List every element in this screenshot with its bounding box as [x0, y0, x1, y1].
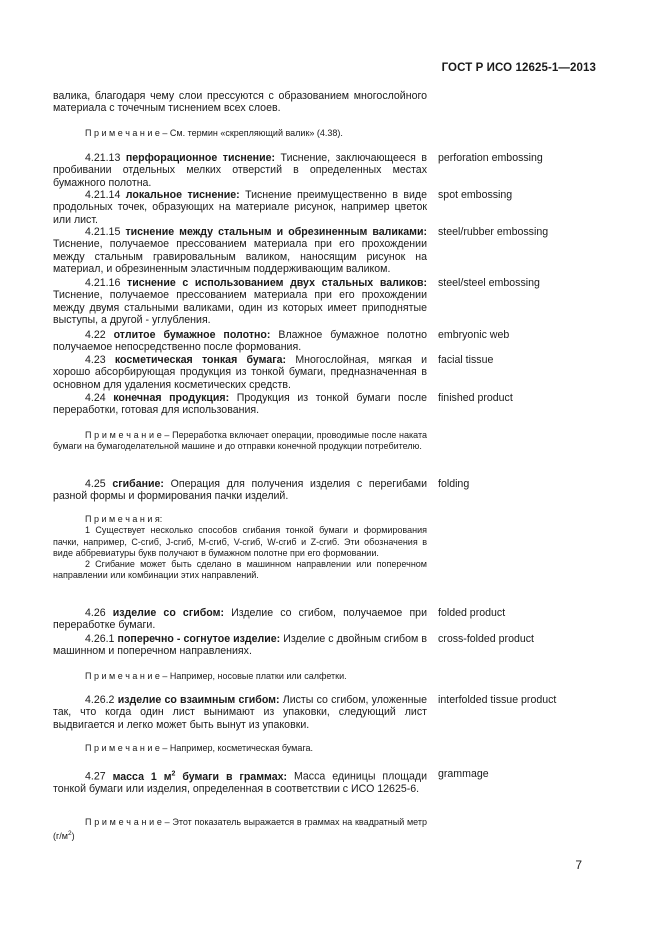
english-term: facial tissue [438, 354, 494, 366]
term-4-21-14: 4.21.14 локальное тиснение: Тиснение преимущественно в виде продольных точек, образующих на материале рисунок, например цветок или лист. [53, 189, 427, 226]
term-title: сгибание: [112, 478, 164, 490]
term-title: тиснение между стальным и обрезиненным валиками: [125, 226, 427, 238]
term-title: локальное тиснение: [125, 189, 240, 201]
continuation-paragraph: валика, благодаря чему слои прессуются с образованием многослойного материала с точечным тиснением всех слоев. [53, 90, 427, 115]
term-4-27: 4.27 масса 1 $м^2$ бумаги в граммах: Масса единицы площади тонкой бумаги или изделия, определенная в соответствии с ИСО 12625-6. [53, 770, 427, 795]
term-title: конечная продукция: [113, 392, 230, 404]
term-title: поперечно - согнутое изделие: [117, 633, 281, 645]
term-4-24: 4.24 конечная продукция: Продукция из тонкой бумаги после переработки, готовая для использования. [53, 392, 427, 417]
term-title: тиснение с использованием двух стальных валиков: [127, 277, 427, 289]
term-4-26-1: 4.26.1 поперечно - согнутое изделие: Изделие с двойным сгибом в машинном и поперечном направлениях. [53, 633, 427, 658]
english-term: spot embossing [438, 189, 513, 201]
english-term: steel/steel embossing [438, 277, 540, 289]
term-4-21-15: 4.21.15 тиснение между стальным и обрезиненным валиками: Тиснение, получаемое прессованием материала при его прохождении между стальным гравировальным валиком, наносящим рисунок на материал, и обрезиненным эластичным поддерживающим валиком. [53, 226, 427, 275]
english-term: cross-folded product [438, 633, 534, 645]
note-grammage: П р и м е ч а н и е – Этот показатель выражается в граммах на квадратный метр $(г/м^2)$ [53, 817, 427, 842]
note-processing: П р и м е ч а н и е – Переработка включает операции, проводимые после наката бумаги на бумагоделательной машине и до отправки конечной продукции потребителю. [53, 430, 428, 452]
english-term: embryonic web [438, 329, 510, 341]
english-term: steel/rubber embossing [438, 226, 549, 238]
term-title: масса 1 $м^2$ бумаги в граммах: [112, 770, 288, 783]
term-4-26: 4.26 изделие со сгибом: Изделие со сгибом, получаемое при переработке бумаги. [53, 607, 427, 632]
english-term: folding [438, 478, 470, 490]
note-item: 1 Существует несколько способов сгибания тонкой бумаги и формирования пачки, например, C-сгиб, J-сгиб, M-сгиб, V-сгиб, W-сгиб и Z-сгиб. Эти обозначения в виде аббревиатуры букв получают в бумажном полотне при его формовании. [53, 525, 427, 558]
english-term: folded product [438, 607, 506, 619]
term-title: отлитое бумажное полотно: [113, 329, 271, 341]
note-scrapping-roll: П р и м е ч а н и е – См. термин «скрепляющий валик» (4.38). [85, 128, 343, 138]
term-4-21-13: 4.21.13 перфорационное тиснение: Тиснение, заключающееся в пробивании отдельных мелких отверстий в определенных местах бумажного полотна. [53, 152, 427, 189]
english-term: interfolded tissue product [438, 694, 557, 706]
english-term: finished product [438, 392, 513, 404]
term-title: перфорационное тиснение: [125, 152, 276, 164]
term-4-21-16: 4.21.16 тиснение с использованием двух стальных валиков: Тиснение, получаемое прессованием материала при его прохождении между двумя стальными валиками, один из которых имеет приподнятые выступы, а другой - углубления. [53, 277, 427, 326]
note-label: П р и м е ч а н и е [85, 430, 162, 440]
page-number: 7 [575, 858, 582, 872]
term-title: изделие со взаимным сгибом: [117, 694, 280, 706]
note-label: П р и м е ч а н и е [85, 817, 162, 827]
term-title: изделие со сгибом: [112, 607, 224, 619]
term-title: косметическая тонкая бумага: [114, 354, 287, 366]
note-label: П р и м е ч а н и е [85, 671, 160, 681]
english-term: grammage [438, 768, 489, 780]
note-label: П р и м е ч а н и е [85, 743, 160, 753]
note-label: П р и м е ч а н и е [85, 128, 160, 138]
note-item: 2 Сгибание может быть сделано в машинном направлении или поперечном направлении или комбинации этих направлений. [53, 559, 427, 581]
english-term: perforation embossing [438, 152, 543, 164]
term-4-23: 4.23 косметическая тонкая бумага: Многослойная, мягкая и хорошо абсорбирующая продукция из тонкой бумаги, предназначенная в основном для удаления косметических средств. [53, 354, 428, 391]
notes-folding [53, 514, 427, 582]
term-4-25: 4.25 сгибание: Операция для получения изделия с перегибами разной формы и формирования пачки изделий. [53, 478, 427, 503]
term-4-22: 4.22 отлитое бумажное полотно: Влажное бумажное полотно получаемое непосредственно после формования. [53, 329, 427, 354]
note-cosmetic: П р и м е ч а н и е – Например, косметическая бумага. [85, 743, 313, 753]
standard-header: ГОСТ Р ИСО 12625-1—2013 [441, 62, 596, 74]
note-handkerchiefs: П р и м е ч а н и е – Например, носовые платки или салфетки. [85, 671, 347, 681]
term-4-26-2: 4.26.2 изделие со взаимным сгибом: Листы со сгибом, уложенные так, что когда один лист вынимают из упаковки, следующий лист выдвигается и легко может быть вынут из упаковки. [53, 694, 427, 731]
notes-label: П р и м е ч а н и я: [85, 514, 163, 524]
